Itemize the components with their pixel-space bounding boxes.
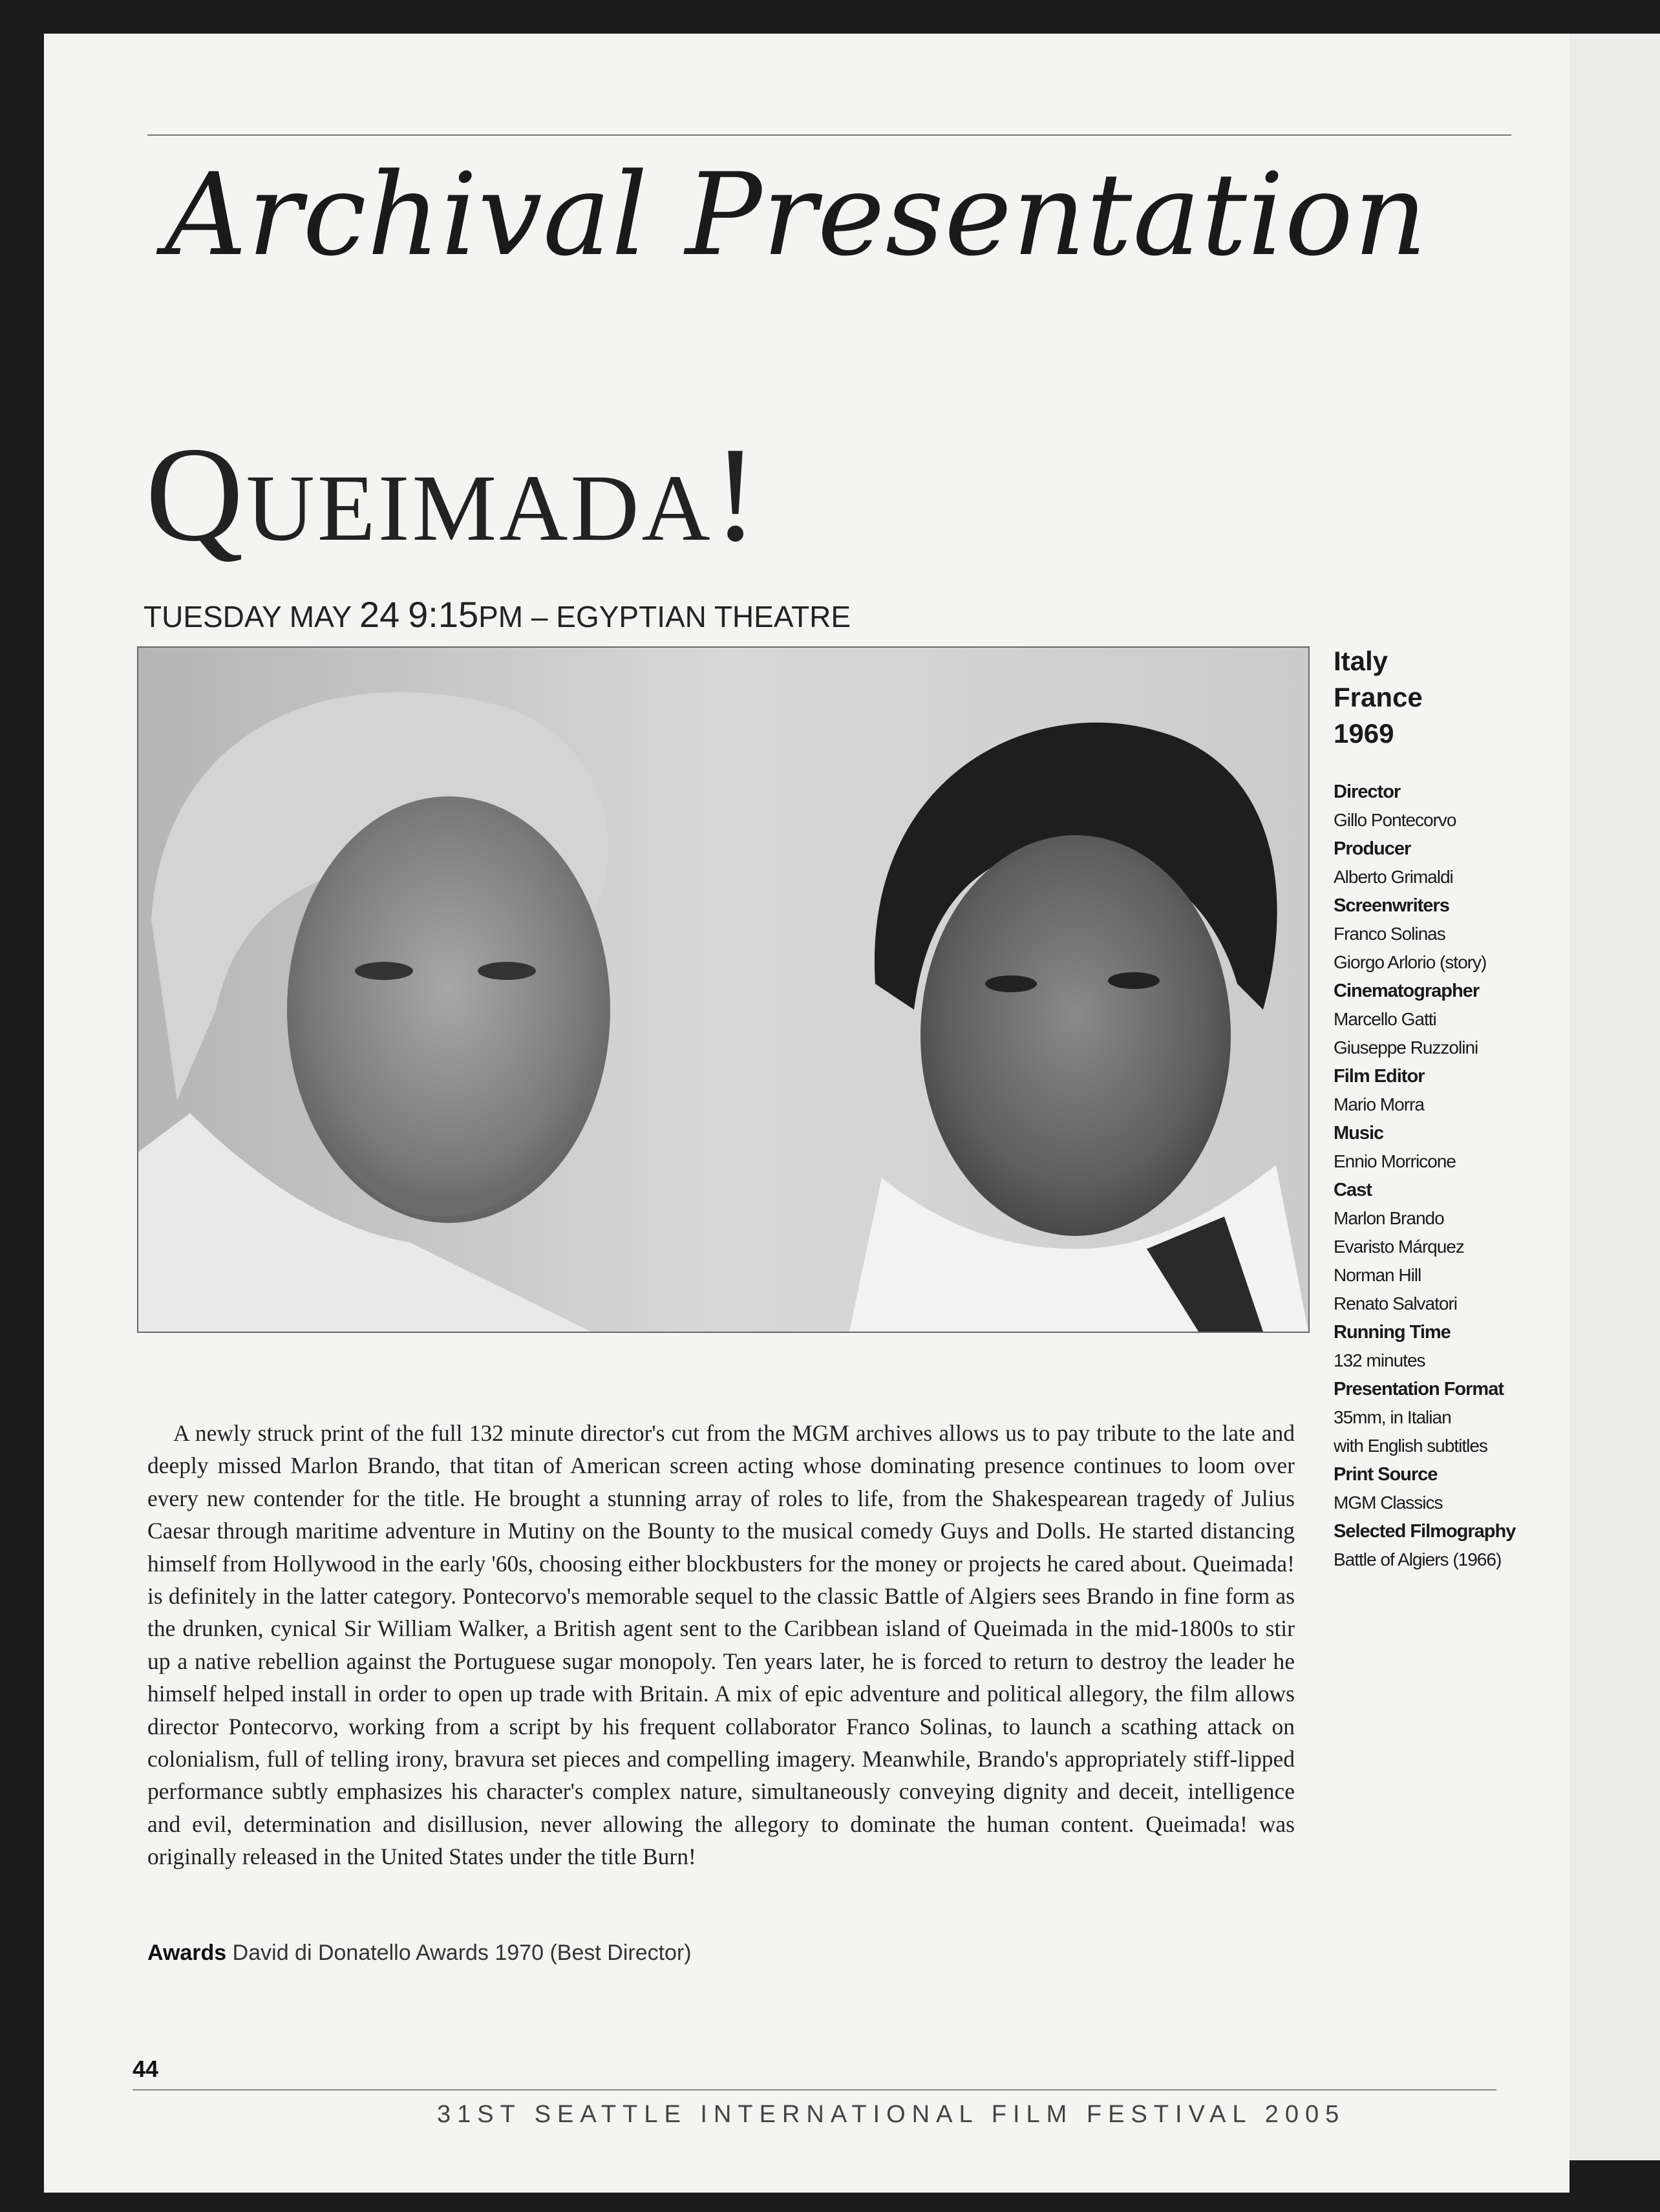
credit-value: Giuseppe Ruzzolini	[1334, 1037, 1478, 1058]
country-1: Italy	[1334, 646, 1389, 676]
credit-label-cinematographer: Cinematographer	[1334, 981, 1480, 1001]
screening-ampm: PM	[478, 600, 524, 633]
credit-value: Norman Hill	[1334, 1265, 1421, 1285]
credit-label-director: Director	[1334, 782, 1401, 802]
credits-list	[1334, 778, 1547, 1574]
film-title: Queimada!	[145, 420, 761, 569]
credit-value: Alberto Grimaldi	[1334, 867, 1453, 887]
credit-value: Ennio Morricone	[1334, 1151, 1456, 1171]
credit-value: Renato Salvatori	[1334, 1293, 1458, 1313]
awards-text: David di Donatello Awards 1970 (Best Director)	[232, 1941, 692, 1965]
release-year: 1969	[1334, 718, 1394, 749]
screening-time: 9:15	[408, 594, 479, 635]
credit-label-film-editor: Film Editor	[1334, 1066, 1425, 1087]
awards-label: Awards	[147, 1941, 227, 1965]
credit-label-cast: Cast	[1334, 1180, 1372, 1200]
credit-label-music: Music	[1334, 1123, 1384, 1143]
credit-value: Gillo Pontecorvo	[1334, 810, 1456, 830]
credit-value: Marcello Gatti	[1334, 1009, 1436, 1029]
credit-label-screenwriters: Screenwriters	[1334, 895, 1449, 916]
section-title: Archival Presentation	[165, 149, 1428, 281]
credit-label-producer: Producer	[1334, 838, 1411, 859]
screening-date: 24	[359, 594, 400, 635]
film-still-illustration	[138, 648, 1308, 1332]
credit-value: 35mm, in Italian	[1334, 1407, 1451, 1427]
credit-value: Battle of Algiers (1966)	[1334, 1549, 1502, 1569]
adjacent-page-edge	[1570, 34, 1660, 2160]
screening-day: TUESDAY MAY	[144, 600, 352, 633]
credit-value: MGM Classics	[1334, 1493, 1443, 1513]
credit-label-selected-filmography: Selected Filmography	[1334, 1521, 1516, 1542]
awards-line	[147, 1941, 692, 1966]
film-description: A newly struck print of the full 132 minute director's cut from the MGM archives allows us to pay tribute to the late and deeply missed Marlon Brando, that titan of American screen acting whose dominating presence continues to loom over every new contender for the title. He brought a stunning array of roles to life, from the Shakespearean tragedy of Julius Caesar through maritime adventure in Mutiny on the Bounty to the musical comedy Guys and Dolls. He started distancing himself from Hollywood in the early '60s, choosing either blockbusters for the money or projects he cared about. Queimada! is definitely in the latter category. Pontecorvo's memorable sequel to the classic Battle of Algiers sees Brando in fine form as the drunken, cynical Sir William Walker, a British agent sent to the Caribbean island of Queimada in the mid-1800s to stir up a native rebellion against the Portuguese sugar monopoly. Ten years later, he is forced to return to destroy the leader he himself helped install in order to open up trade with Britain. A mix of epic adventure and political allegory, the film allows director Pontecorvo, working from a script by his frequent collaborator Franco Solinas, to launch a scathing attack on colonialism, full of telling irony, bravura set pieces and compelling imagery. Meanwhile, Brando's appropriately stiff-lipped performance subtly emphasizes his character's complex nature, simultaneously conveying dignity and deceit, intelligence and evil, determination and disillusion, never allowing the allegory to dominate the human content. Queimada! was originally released in the United States under the title Burn!	[147, 1420, 1295, 1870]
credit-label-presentation-format: Presentation Format	[1334, 1379, 1504, 1399]
credit-label-running-time: Running Time	[1334, 1322, 1451, 1343]
screening-info	[144, 593, 851, 635]
film-still-photo	[137, 646, 1310, 1333]
credit-label-print-source: Print Source	[1334, 1464, 1438, 1485]
credit-value: Franco Solinas	[1334, 924, 1445, 944]
festival-footer: 31ST SEATTLE INTERNATIONAL FILM FESTIVAL 2005	[437, 2101, 1346, 2128]
screening-venue: EGYPTIAN THEATRE	[556, 600, 851, 633]
bottom-rule	[133, 2089, 1496, 2090]
credit-value: 132 minutes	[1334, 1350, 1425, 1370]
credit-value: Giorgo Arlorio (story)	[1334, 952, 1487, 972]
page-number: 44	[133, 2056, 159, 2082]
film-meta-sidebar	[1334, 643, 1547, 1574]
credit-value: Evaristo Márquez	[1334, 1237, 1464, 1257]
credit-value: Mario Morra	[1334, 1094, 1424, 1114]
credit-value: Marlon Brando	[1334, 1208, 1444, 1228]
country-2: France	[1334, 682, 1423, 712]
screening-separator: –	[531, 600, 548, 633]
credit-value: with English subtitles	[1334, 1436, 1487, 1456]
top-rule	[147, 134, 1511, 136]
